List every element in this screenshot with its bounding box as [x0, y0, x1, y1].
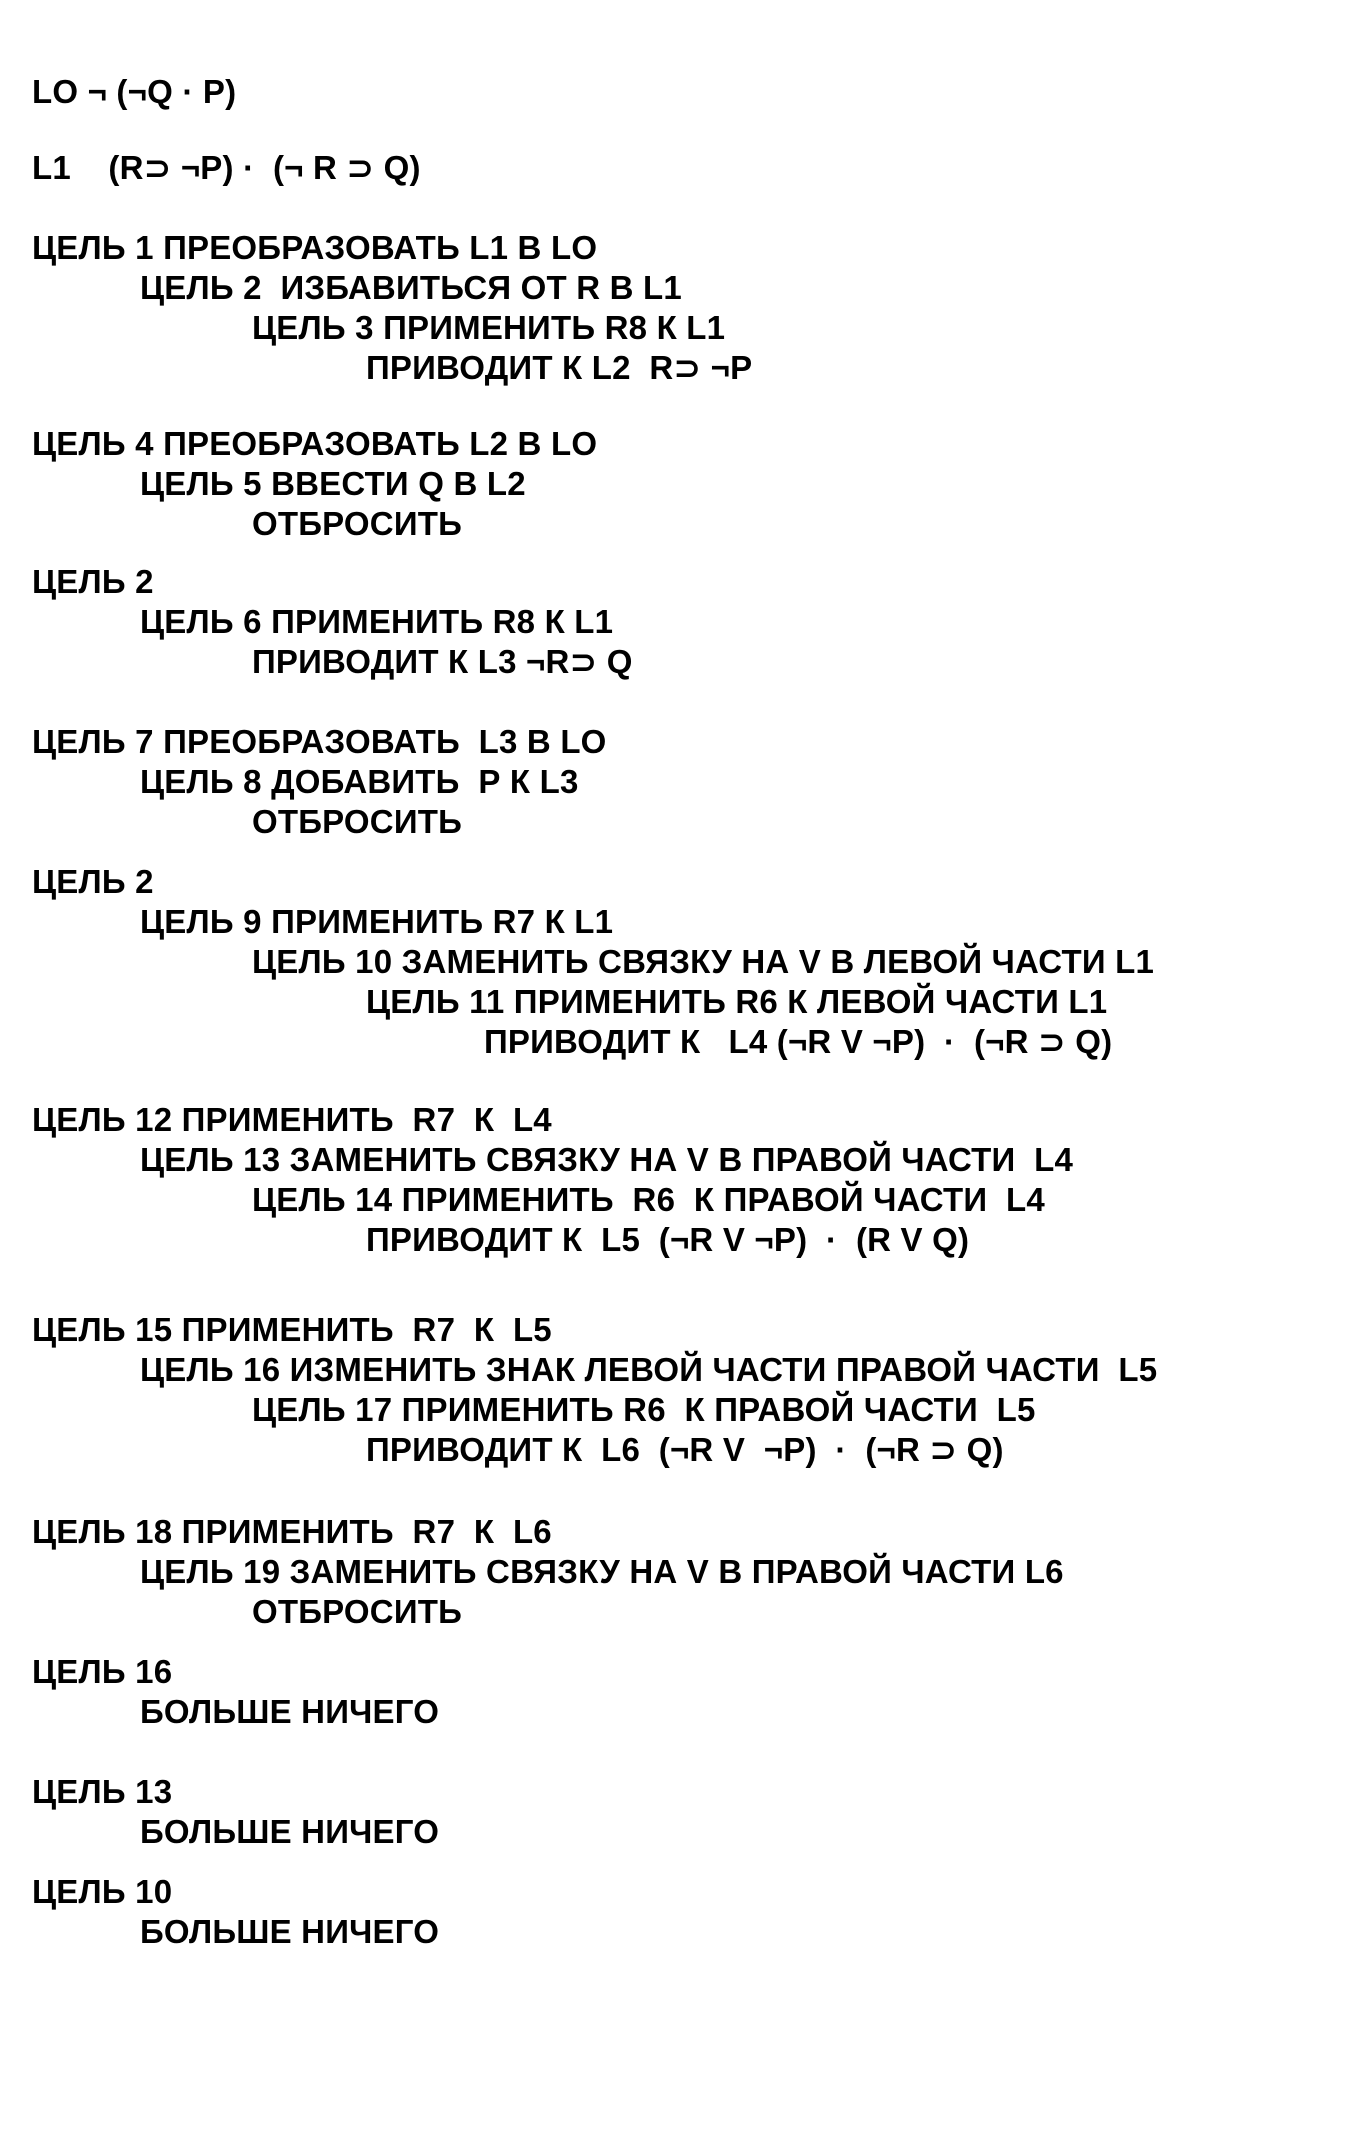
- result-line: ПРИВОДИТ К L3 ¬R⊃ Q: [252, 643, 633, 680]
- premise-l1: L1 (R⊃ ¬P) · (¬ R ⊃ Q): [32, 149, 421, 186]
- goal-line: ЦЕЛЬ 9 ПРИМЕНИТЬ R7 К L1: [140, 903, 614, 940]
- goal-line: ЦЕЛЬ 3 ПРИМЕНИТЬ R8 К L1: [252, 309, 726, 346]
- goal-line: ЦЕЛЬ 2: [32, 863, 154, 900]
- result-line: ПРИВОДИТ К L4 (¬R V ¬P) · (¬R ⊃ Q): [484, 1023, 1113, 1060]
- goal-line: ЦЕЛЬ 1 ПРЕОБРАЗОВАТЬ L1 В LO: [32, 229, 598, 266]
- goal-line: ЦЕЛЬ 4 ПРЕОБРАЗОВАТЬ L2 В LO: [32, 425, 598, 462]
- goal-line: ЦЕЛЬ 5 ВВЕСТИ Q В L2: [140, 465, 526, 502]
- goal-line: ЦЕЛЬ 6 ПРИМЕНИТЬ R8 К L1: [140, 603, 614, 640]
- nothing-more-line: БОЛЬШЕ НИЧЕГО: [140, 1813, 440, 1850]
- result-line: ПРИВОДИТ К L5 (¬R V ¬P) · (R V Q): [366, 1221, 970, 1258]
- goal-line: ЦЕЛЬ 15 ПРИМЕНИТЬ R7 К L5: [32, 1311, 552, 1348]
- goal-line: ЦЕЛЬ 2: [32, 563, 154, 600]
- goal-line: ЦЕЛЬ 7 ПРЕОБРАЗОВАТЬ L3 В LO: [32, 723, 607, 760]
- goal-line: ЦЕЛЬ 2 ИЗБАВИТЬСЯ ОТ R В L1: [140, 269, 682, 306]
- goal-line: ЦЕЛЬ 10: [32, 1873, 173, 1910]
- discard-line: ОТБРОСИТЬ: [252, 803, 463, 840]
- result-line: ПРИВОДИТ К L2 R⊃ ¬P: [366, 349, 753, 386]
- goal-line: ЦЕЛЬ 12 ПРИМЕНИТЬ R7 К L4: [32, 1101, 552, 1138]
- goal-line: ЦЕЛЬ 18 ПРИМЕНИТЬ R7 К L6: [32, 1513, 552, 1550]
- goal-line: ЦЕЛЬ 13: [32, 1773, 173, 1810]
- goal-line: ЦЕЛЬ 16 ИЗМЕНИТЬ ЗНАК ЛЕВОЙ ЧАСТИ ПРАВОЙ ЧАСТИ L5: [140, 1351, 1158, 1388]
- discard-line: ОТБРОСИТЬ: [252, 1593, 463, 1630]
- goal-line: ЦЕЛЬ 13 ЗАМЕНИТЬ СВЯЗКУ НА V В ПРАВОЙ ЧАСТИ L4: [140, 1141, 1074, 1178]
- premise-l0: LO ¬ (¬Q · P): [32, 73, 237, 110]
- goal-line: ЦЕЛЬ 11 ПРИМЕНИТЬ R6 К ЛЕВОЙ ЧАСТИ L1: [366, 983, 1108, 1020]
- discard-line: ОТБРОСИТЬ: [252, 505, 463, 542]
- goal-line: ЦЕЛЬ 8 ДОБАВИТЬ Р К L3: [140, 763, 579, 800]
- nothing-more-line: БОЛЬШЕ НИЧЕГО: [140, 1693, 440, 1730]
- goal-line: ЦЕЛЬ 17 ПРИМЕНИТЬ R6 К ПРАВОЙ ЧАСТИ L5: [252, 1391, 1036, 1428]
- goal-line: ЦЕЛЬ 14 ПРИМЕНИТЬ R6 К ПРАВОЙ ЧАСТИ L4: [252, 1181, 1045, 1218]
- result-line: ПРИВОДИТ К L6 (¬R V ¬P) · (¬R ⊃ Q): [366, 1431, 1004, 1468]
- goal-line: ЦЕЛЬ 16: [32, 1653, 173, 1690]
- nothing-more-line: БОЛЬШЕ НИЧЕГО: [140, 1913, 440, 1950]
- goal-line: ЦЕЛЬ 10 ЗАМЕНИТЬ СВЯЗКУ НА V В ЛЕВОЙ ЧАСТИ L1: [252, 943, 1155, 980]
- goal-line: ЦЕЛЬ 19 ЗАМЕНИТЬ СВЯЗКУ НА V В ПРАВОЙ ЧАСТИ L6: [140, 1553, 1064, 1590]
